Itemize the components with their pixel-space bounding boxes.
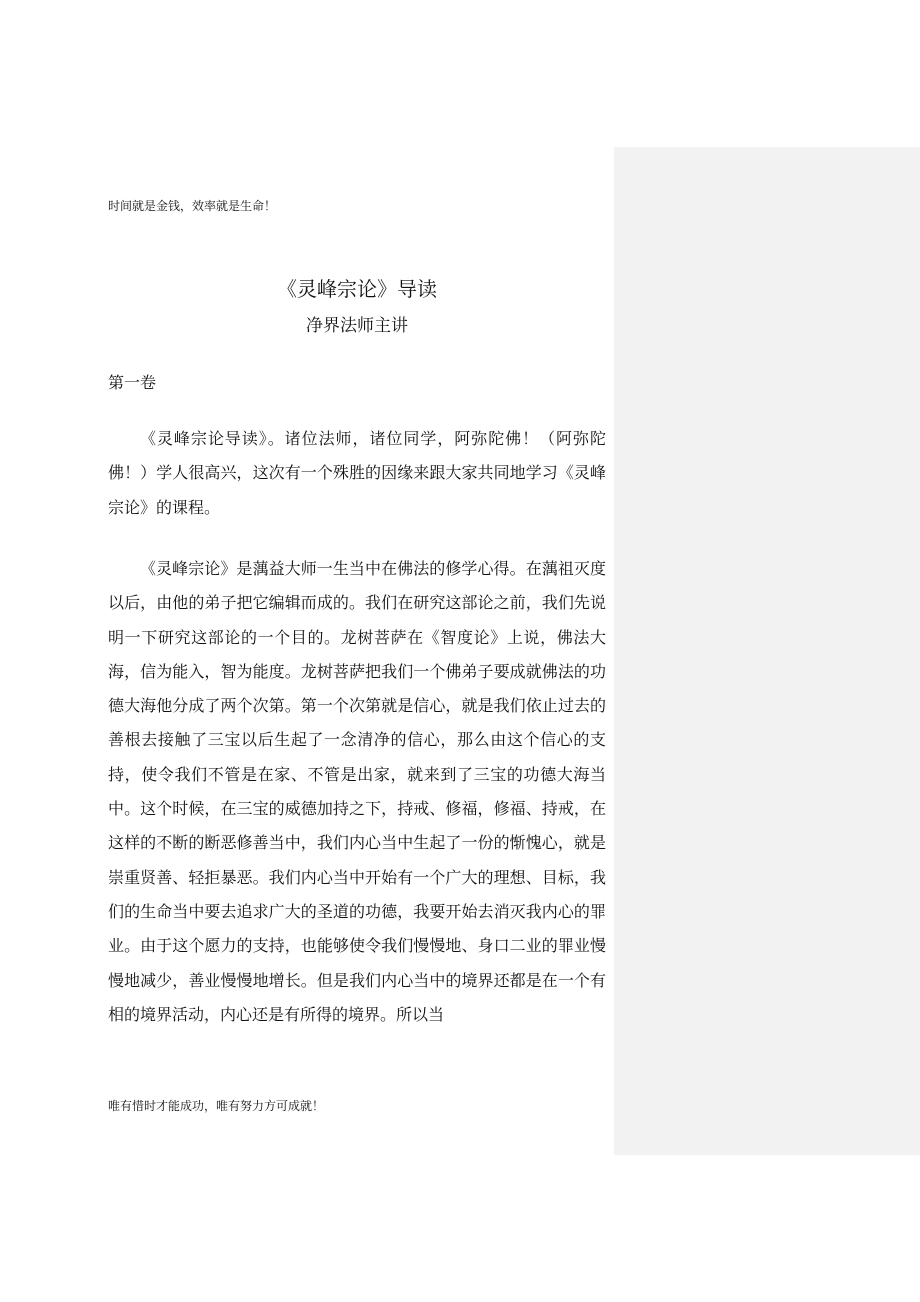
paragraph: 《灵峰宗论导读》。诸位法师，诸位同学，阿弥陀佛！（阿弥陀佛！）学人很高兴，这次有一个殊胜的因缘来跟大家共同地学习《灵峰宗论》的课程。: [108, 429, 606, 517]
page-footer: 唯有惜时才能成功，唯有努力方可成就！: [108, 1099, 325, 1113]
volume-heading: 第一卷: [108, 373, 157, 392]
page-header: 时间就是金钱，效率就是生命！: [108, 199, 277, 213]
comment-pane: [614, 147, 920, 1155]
document-title: 《灵峰宗论》导读: [277, 277, 437, 301]
document-subtitle: 净界法师主讲: [306, 316, 408, 336]
paragraph: 《灵峰宗论》是蕅益大师一生当中在佛法的修学心得。在蕅祖灭度以后，由他的弟子把它编辑而成的。我们在研究这部论之前，我们先说明一下研究这部论的一个目的。龙树菩萨在《智度论》上说，佛法大海，信为能入，智为能度。龙树菩萨把我们一个佛弟子要成就佛法的功德大海他分成了两个次第。第一个次第就是信心，就是我们依止过去的善根去接触了三宝以后生起了一念清净的信心，那么由这个信心的支持，使令我们不管是在家、不管是出家，就来到了三宝的功德大海当中。这个时候，在三宝的威德加持之下，持戒、修福，修福、持戒，在这样的不断的断恶修善当中，我们内心当中生起了一份的惭愧心，就是崇重贤善、轻拒暴恶。我们内心当中开始有一个广大的理想、目标，我们的生命当中要去追求广大的圣道的功德，我要开始去消灭我内心的罪业。由于这个愿力的支持，也能够使令我们慢慢地、身口二业的罪业慢慢地减少，善业慢慢地增长。但是我们内心当中的境界还都是在一个有相的境界活动，内心还是有所得的境界。所以当: [108, 559, 606, 1024]
